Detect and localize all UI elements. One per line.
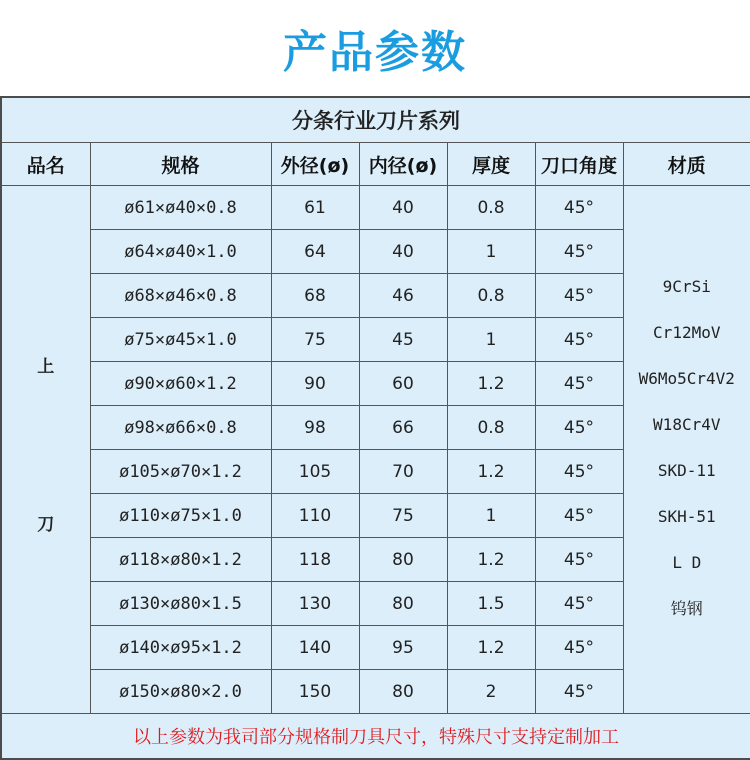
edge-angle-cell: 45° bbox=[535, 186, 623, 230]
outer-diameter-cell: 130 bbox=[271, 582, 359, 626]
product-name-char: 上 bbox=[37, 357, 55, 378]
spec-cell: ø110×ø75×1.0 bbox=[90, 494, 271, 538]
material-item: 9CrSi bbox=[662, 277, 711, 296]
outer-diameter-cell: 98 bbox=[271, 406, 359, 450]
outer-diameter-cell: 68 bbox=[271, 274, 359, 318]
outer-diameter-cell: 118 bbox=[271, 538, 359, 582]
inner-diameter-cell: 45 bbox=[359, 318, 447, 362]
thickness-cell: 2 bbox=[447, 670, 535, 714]
outer-diameter-cell: 61 bbox=[271, 186, 359, 230]
edge-angle-cell: 45° bbox=[535, 670, 623, 714]
thickness-cell: 1.5 bbox=[447, 582, 535, 626]
material-item: W6Mo5Cr4V2 bbox=[638, 369, 735, 388]
inner-diameter-cell: 95 bbox=[359, 626, 447, 670]
outer-diameter-cell: 90 bbox=[271, 362, 359, 406]
header-material: 材质 bbox=[623, 143, 750, 186]
thickness-cell: 0.8 bbox=[447, 186, 535, 230]
inner-diameter-cell: 80 bbox=[359, 670, 447, 714]
outer-diameter-cell: 105 bbox=[271, 450, 359, 494]
thickness-cell: 0.8 bbox=[447, 406, 535, 450]
page-title: 产品参数 bbox=[283, 26, 467, 78]
product-name-char: 刀 bbox=[37, 514, 55, 535]
thickness-cell: 1.2 bbox=[447, 450, 535, 494]
inner-diameter-cell: 80 bbox=[359, 538, 447, 582]
edge-angle-cell: 45° bbox=[535, 450, 623, 494]
material-item: Cr12MoV bbox=[653, 323, 721, 342]
thickness-cell: 1.2 bbox=[447, 626, 535, 670]
material-item: L D bbox=[672, 553, 702, 572]
edge-angle-cell: 45° bbox=[535, 230, 623, 274]
edge-angle-cell: 45° bbox=[535, 274, 623, 318]
header-spec: 规格 bbox=[90, 143, 271, 186]
thickness-cell: 1 bbox=[447, 318, 535, 362]
header-inner-diameter: 内径(ø) bbox=[359, 143, 447, 186]
footer-note: 以上参数为我司部分规格制刀具尺寸，特殊尺寸支持定制加工 bbox=[1, 714, 750, 760]
thickness-cell: 1.2 bbox=[447, 362, 535, 406]
edge-angle-cell: 45° bbox=[535, 494, 623, 538]
spec-cell: ø61×ø40×0.8 bbox=[90, 186, 271, 230]
inner-diameter-cell: 40 bbox=[359, 230, 447, 274]
spec-cell: ø105×ø70×1.2 bbox=[90, 450, 271, 494]
material-item: W18Cr4V bbox=[653, 415, 721, 434]
outer-diameter-cell: 110 bbox=[271, 494, 359, 538]
material-item: SKH-51 bbox=[657, 507, 716, 526]
spec-cell: ø75×ø45×1.0 bbox=[90, 318, 271, 362]
material-item: 钨钢 bbox=[670, 599, 703, 618]
header-product-name: 品名 bbox=[1, 143, 90, 186]
product-spec-table bbox=[0, 96, 750, 760]
material-item: SKD-11 bbox=[657, 461, 716, 480]
edge-angle-cell: 45° bbox=[535, 626, 623, 670]
header-outer-diameter: 外径(ø) bbox=[271, 143, 359, 186]
outer-diameter-cell: 75 bbox=[271, 318, 359, 362]
inner-diameter-cell: 80 bbox=[359, 582, 447, 626]
outer-diameter-cell: 64 bbox=[271, 230, 359, 274]
thickness-cell: 0.8 bbox=[447, 274, 535, 318]
table-caption: 分条行业刀片系列 bbox=[1, 97, 750, 143]
spec-cell: ø150×ø80×2.0 bbox=[90, 670, 271, 714]
header-thickness: 厚度 bbox=[447, 143, 535, 186]
page-title-area bbox=[0, 0, 750, 95]
inner-diameter-cell: 70 bbox=[359, 450, 447, 494]
outer-diameter-cell: 140 bbox=[271, 626, 359, 670]
material-cell bbox=[623, 186, 750, 714]
inner-diameter-cell: 66 bbox=[359, 406, 447, 450]
table-row bbox=[1, 186, 750, 230]
thickness-cell: 1 bbox=[447, 230, 535, 274]
thickness-cell: 1 bbox=[447, 494, 535, 538]
spec-cell: ø140×ø95×1.2 bbox=[90, 626, 271, 670]
spec-cell: ø68×ø46×0.8 bbox=[90, 274, 271, 318]
edge-angle-cell: 45° bbox=[535, 582, 623, 626]
thickness-cell: 1.2 bbox=[447, 538, 535, 582]
edge-angle-cell: 45° bbox=[535, 318, 623, 362]
edge-angle-cell: 45° bbox=[535, 538, 623, 582]
product-name-cell bbox=[1, 186, 90, 714]
spec-cell: ø90×ø60×1.2 bbox=[90, 362, 271, 406]
inner-diameter-cell: 75 bbox=[359, 494, 447, 538]
inner-diameter-cell: 46 bbox=[359, 274, 447, 318]
inner-diameter-cell: 60 bbox=[359, 362, 447, 406]
edge-angle-cell: 45° bbox=[535, 406, 623, 450]
header-edge-angle: 刀口角度 bbox=[535, 143, 623, 186]
inner-diameter-cell: 40 bbox=[359, 186, 447, 230]
outer-diameter-cell: 150 bbox=[271, 670, 359, 714]
spec-cell: ø130×ø80×1.5 bbox=[90, 582, 271, 626]
spec-cell: ø64×ø40×1.0 bbox=[90, 230, 271, 274]
edge-angle-cell: 45° bbox=[535, 362, 623, 406]
spec-cell: ø98×ø66×0.8 bbox=[90, 406, 271, 450]
spec-cell: ø118×ø80×1.2 bbox=[90, 538, 271, 582]
